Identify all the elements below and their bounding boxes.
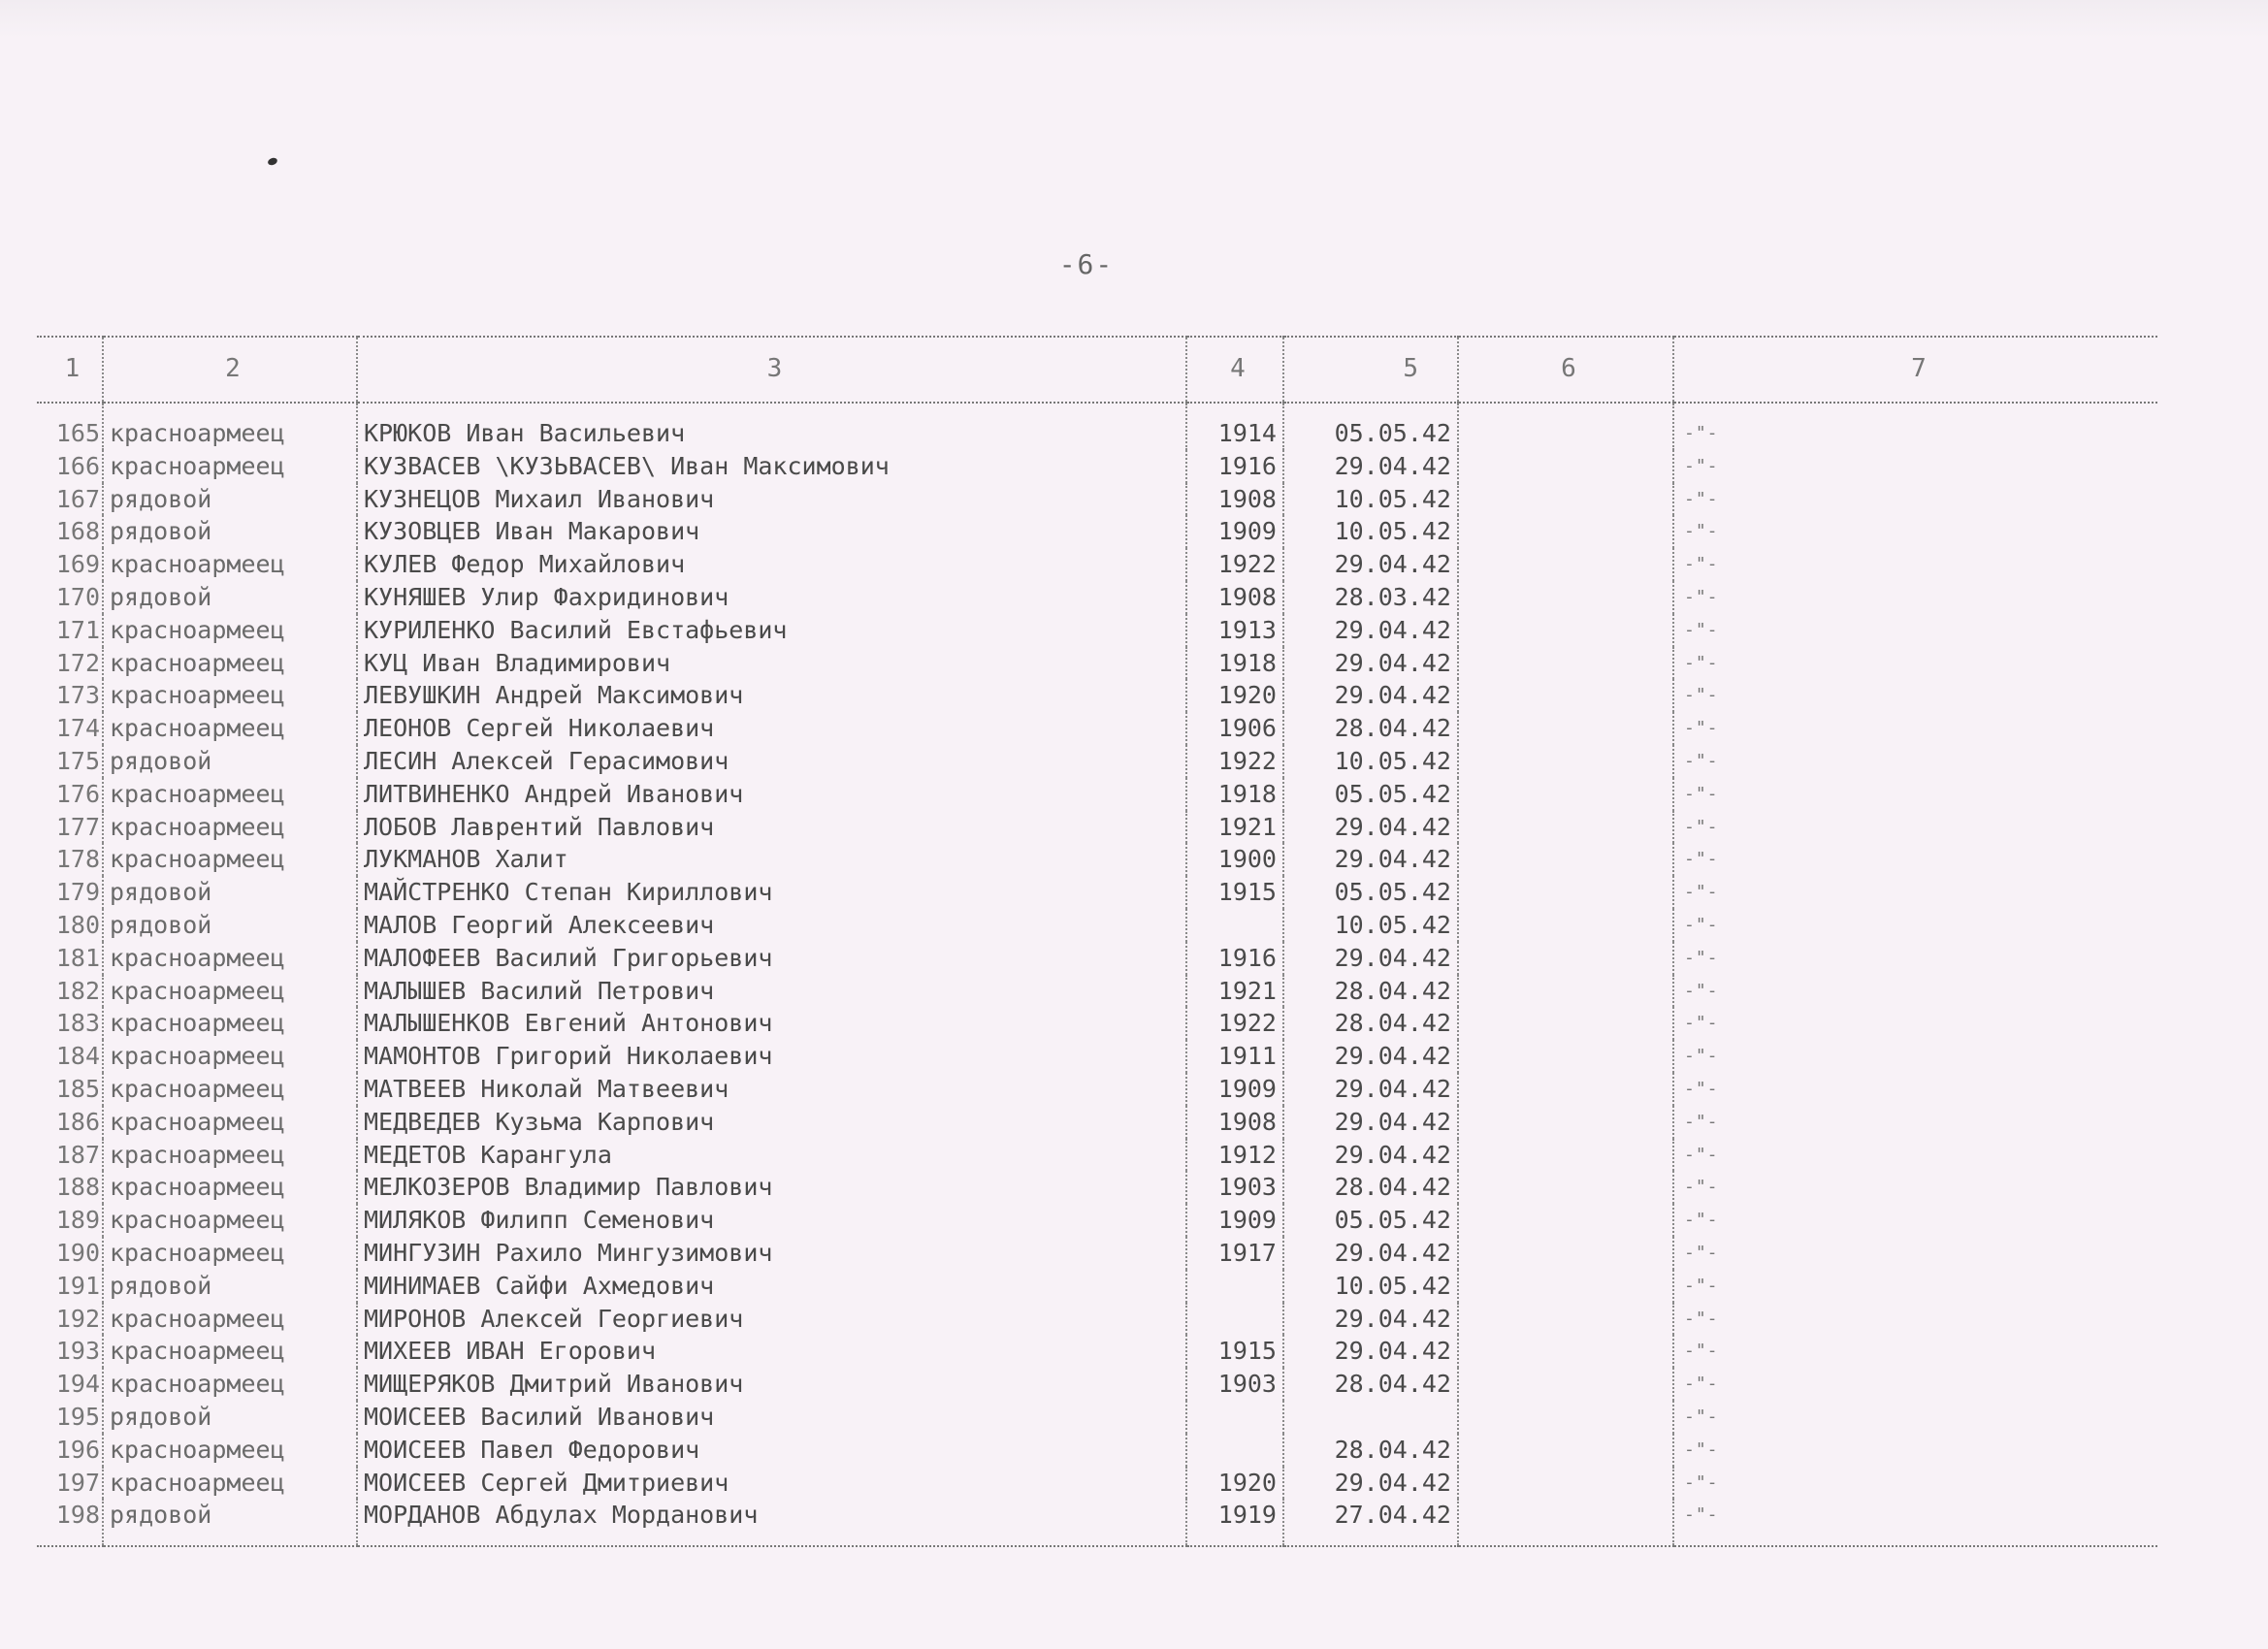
- date-cell: 29.04.42: [1283, 679, 1458, 712]
- rank-cell: красноармеец: [103, 1434, 357, 1467]
- row-number: 190: [55, 1238, 100, 1267]
- row-number: 172: [55, 648, 100, 677]
- rank-cell: красноармеец: [103, 1106, 357, 1139]
- name-cell: МИЛЯКОВ Филипп Семенович: [357, 1204, 1186, 1237]
- column-6-cell: [1458, 1270, 1673, 1303]
- table-row: [37, 876, 2157, 909]
- row-number: 192: [55, 1304, 100, 1333]
- ditto-mark-cell: -"-: [1673, 450, 2157, 483]
- name-cell: ЛЕВУШКИН Андрей Максимович: [357, 679, 1186, 712]
- ditto-mark-cell: -"-: [1673, 843, 2157, 876]
- date-cell: 29.04.42: [1283, 1139, 1458, 1172]
- name-cell: ЛЕСИН Алексей Герасимович: [357, 745, 1186, 778]
- birth-year-cell: [1186, 1303, 1283, 1336]
- column-6-cell: [1458, 811, 1673, 844]
- date-cell: 29.04.42: [1283, 548, 1458, 581]
- date-cell: 29.04.42: [1283, 811, 1458, 844]
- name-cell: МИНИМАЕВ Сайфи Ахмедович: [357, 1270, 1186, 1303]
- ditto-mark-cell: -"-: [1673, 811, 2157, 844]
- table-row: [37, 614, 2157, 647]
- rank-cell: красноармеец: [103, 679, 357, 712]
- rank-cell: красноармеец: [103, 1139, 357, 1172]
- date-cell: 05.05.42: [1283, 403, 1458, 450]
- name-cell: ЛЕОНОВ Сергей Николаевич: [357, 712, 1186, 745]
- column-6-cell: [1458, 614, 1673, 647]
- row-number: 178: [55, 845, 100, 874]
- row-number: 184: [55, 1042, 100, 1071]
- rank-cell: красноармеец: [103, 843, 357, 876]
- column-6-cell: [1458, 1073, 1673, 1106]
- date-cell: 10.05.42: [1283, 515, 1458, 548]
- ditto-mark-cell: -"-: [1673, 581, 2157, 614]
- column-6-cell: [1458, 1401, 1673, 1434]
- column-6-cell: [1458, 1106, 1673, 1139]
- birth-year-cell: 1922: [1186, 1007, 1283, 1040]
- date-cell: [1283, 1401, 1458, 1434]
- ditto-mark-cell: -"-: [1673, 1139, 2157, 1172]
- table-row: [37, 647, 2157, 680]
- rank-cell: красноармеец: [103, 811, 357, 844]
- date-cell: 29.04.42: [1283, 843, 1458, 876]
- birth-year-cell: 1906: [1186, 712, 1283, 745]
- date-cell: 28.04.42: [1283, 1007, 1458, 1040]
- name-cell: МИЩЕРЯКОВ Дмитрий Иванович: [357, 1368, 1186, 1401]
- name-cell: МЕДЕТОВ Карангула: [357, 1139, 1186, 1172]
- birth-year-cell: 1912: [1186, 1139, 1283, 1172]
- column-6-cell: [1458, 942, 1673, 975]
- rank-cell: рядовой: [103, 1401, 357, 1434]
- column-6-cell: [1458, 1303, 1673, 1336]
- register-table: [37, 336, 2157, 1547]
- ditto-mark-cell: -"-: [1673, 483, 2157, 516]
- row-number: 186: [55, 1107, 100, 1136]
- column-header-5: 5: [1283, 337, 1458, 403]
- name-cell: ЛУКМАНОВ Халит: [357, 843, 1186, 876]
- column-header-2: 2: [103, 337, 357, 403]
- name-cell: МЕДВЕДЕВ Кузьма Карпович: [357, 1106, 1186, 1139]
- rank-cell: красноармеец: [103, 403, 357, 450]
- date-cell: 29.04.42: [1283, 1040, 1458, 1073]
- ditto-mark-cell: -"-: [1673, 1368, 2157, 1401]
- birth-year-cell: 1917: [1186, 1237, 1283, 1270]
- ditto-mark-cell: -"-: [1673, 1499, 2157, 1546]
- column-6-cell: [1458, 403, 1673, 450]
- column-6-cell: [1458, 515, 1673, 548]
- ditto-mark-cell: -"-: [1673, 614, 2157, 647]
- ditto-mark-cell: -"-: [1673, 548, 2157, 581]
- row-number: 183: [55, 1009, 100, 1038]
- row-number: 194: [55, 1370, 100, 1399]
- birth-year-cell: 1914: [1186, 403, 1283, 450]
- ditto-mark-cell: -"-: [1673, 1467, 2157, 1500]
- name-cell: МОИСЕЕВ Павел Федорович: [357, 1434, 1186, 1467]
- name-cell: КРЮКОВ Иван Васильевич: [357, 403, 1186, 450]
- table-row: [37, 1171, 2157, 1204]
- row-number: 180: [55, 910, 100, 939]
- column-6-cell: [1458, 745, 1673, 778]
- name-cell: КУЗОВЦЕВ Иван Макарович: [357, 515, 1186, 548]
- header-row: [37, 337, 2157, 403]
- birth-year-cell: 1921: [1186, 975, 1283, 1008]
- birth-year-cell: 1918: [1186, 778, 1283, 811]
- birth-year-cell: [1186, 1401, 1283, 1434]
- ditto-mark-cell: -"-: [1673, 1171, 2157, 1204]
- birth-year-cell: 1908: [1186, 581, 1283, 614]
- column-header-6: 6: [1458, 337, 1673, 403]
- ditto-mark-cell: -"-: [1673, 1303, 2157, 1336]
- column-6-cell: [1458, 1040, 1673, 1073]
- table-row: [37, 778, 2157, 811]
- column-6-cell: [1458, 1467, 1673, 1500]
- birth-year-cell: 1920: [1186, 679, 1283, 712]
- table-row: [37, 679, 2157, 712]
- rank-cell: рядовой: [103, 876, 357, 909]
- table-row: [37, 909, 2157, 942]
- row-number: 179: [55, 878, 100, 907]
- table-row: [37, 403, 2157, 450]
- rank-cell: красноармеец: [103, 614, 357, 647]
- ditto-mark-cell: -"-: [1673, 1237, 2157, 1270]
- ditto-mark-cell: -"-: [1673, 1073, 2157, 1106]
- row-number: 174: [55, 714, 100, 743]
- ditto-mark-cell: -"-: [1673, 975, 2157, 1008]
- ditto-mark-cell: -"-: [1673, 1434, 2157, 1467]
- column-6-cell: [1458, 483, 1673, 516]
- row-number: 176: [55, 779, 100, 808]
- table-row: [37, 1040, 2157, 1073]
- date-cell: 28.04.42: [1283, 975, 1458, 1008]
- table-row: [37, 1106, 2157, 1139]
- date-cell: 29.04.42: [1283, 647, 1458, 680]
- name-cell: КУНЯШЕВ Улир Фахридинович: [357, 581, 1186, 614]
- table-row: [37, 1335, 2157, 1368]
- column-6-cell: [1458, 1237, 1673, 1270]
- birth-year-cell: 1908: [1186, 1106, 1283, 1139]
- ditto-mark-cell: -"-: [1673, 647, 2157, 680]
- row-number: 177: [55, 812, 100, 841]
- date-cell: 29.04.42: [1283, 1467, 1458, 1500]
- column-header-4: 4: [1186, 337, 1283, 403]
- row-number: 189: [55, 1206, 100, 1235]
- date-cell: 05.05.42: [1283, 778, 1458, 811]
- rank-cell: красноармеец: [103, 1368, 357, 1401]
- birth-year-cell: 1920: [1186, 1467, 1283, 1500]
- date-cell: 29.04.42: [1283, 1303, 1458, 1336]
- table-row: [37, 1499, 2157, 1546]
- rank-cell: красноармеец: [103, 942, 357, 975]
- ditto-mark-cell: -"-: [1673, 1204, 2157, 1237]
- birth-year-cell: 1903: [1186, 1368, 1283, 1401]
- column-6-cell: [1458, 1335, 1673, 1368]
- date-cell: 28.04.42: [1283, 712, 1458, 745]
- date-cell: 28.04.42: [1283, 1368, 1458, 1401]
- column-6-cell: [1458, 778, 1673, 811]
- table-row: [37, 1007, 2157, 1040]
- name-cell: МИРОНОВ Алексей Георгиевич: [357, 1303, 1186, 1336]
- date-cell: 29.04.42: [1283, 1106, 1458, 1139]
- ditto-mark-cell: -"-: [1673, 909, 2157, 942]
- name-cell: КУЛЕВ Федор Михайлович: [357, 548, 1186, 581]
- column-header-7: 7: [1673, 337, 2157, 403]
- row-number: 191: [55, 1271, 100, 1300]
- birth-year-cell: [1186, 1434, 1283, 1467]
- column-6-cell: [1458, 548, 1673, 581]
- column-6-cell: [1458, 581, 1673, 614]
- rank-cell: рядовой: [103, 745, 357, 778]
- date-cell: 10.05.42: [1283, 909, 1458, 942]
- date-cell: 29.04.42: [1283, 1335, 1458, 1368]
- table-row: [37, 1303, 2157, 1336]
- column-6-cell: [1458, 1499, 1673, 1546]
- rank-cell: красноармеец: [103, 647, 357, 680]
- name-cell: КУЦ Иван Владимирович: [357, 647, 1186, 680]
- column-6-cell: [1458, 1368, 1673, 1401]
- rank-cell: рядовой: [103, 909, 357, 942]
- name-cell: МАЛОФЕЕВ Василий Григорьевич: [357, 942, 1186, 975]
- rank-cell: красноармеец: [103, 1204, 357, 1237]
- date-cell: 29.04.42: [1283, 614, 1458, 647]
- rank-cell: красноармеец: [103, 1237, 357, 1270]
- row-number: 196: [55, 1435, 100, 1464]
- row-number: 182: [55, 976, 100, 1005]
- column-6-cell: [1458, 450, 1673, 483]
- birth-year-cell: [1186, 1270, 1283, 1303]
- column-header-3: 3: [357, 337, 1186, 403]
- date-cell: 05.05.42: [1283, 1204, 1458, 1237]
- rank-cell: рядовой: [103, 1499, 357, 1546]
- birth-year-cell: 1909: [1186, 515, 1283, 548]
- date-cell: 29.04.42: [1283, 1237, 1458, 1270]
- table-row: [37, 1434, 2157, 1467]
- ditto-mark-cell: -"-: [1673, 745, 2157, 778]
- rank-cell: красноармеец: [103, 1040, 357, 1073]
- table-row: [37, 1368, 2157, 1401]
- birth-year-cell: 1909: [1186, 1073, 1283, 1106]
- birth-year-cell: 1916: [1186, 450, 1283, 483]
- rank-cell: красноармеец: [103, 1171, 357, 1204]
- birth-year-cell: 1922: [1186, 745, 1283, 778]
- table-row: [37, 581, 2157, 614]
- name-cell: МАЛОВ Георгий Алексеевич: [357, 909, 1186, 942]
- birth-year-cell: 1921: [1186, 811, 1283, 844]
- name-cell: МЕЛКОЗЕРОВ Владимир Павлович: [357, 1171, 1186, 1204]
- column-6-cell: [1458, 1139, 1673, 1172]
- birth-year-cell: 1918: [1186, 647, 1283, 680]
- rank-cell: рядовой: [103, 483, 357, 516]
- column-6-cell: [1458, 975, 1673, 1008]
- rank-cell: красноармеец: [103, 548, 357, 581]
- register-body: [37, 403, 2157, 1546]
- birth-year-cell: [1186, 909, 1283, 942]
- row-number: 173: [55, 681, 100, 710]
- row-number: 167: [55, 484, 100, 513]
- row-number: 166: [55, 451, 100, 480]
- column-6-cell: [1458, 876, 1673, 909]
- column-6-cell: [1458, 909, 1673, 942]
- date-cell: 28.03.42: [1283, 581, 1458, 614]
- column-6-cell: [1458, 712, 1673, 745]
- row-number: 188: [55, 1173, 100, 1202]
- birth-year-cell: 1908: [1186, 483, 1283, 516]
- date-cell: 10.05.42: [1283, 1270, 1458, 1303]
- table-row: [37, 1270, 2157, 1303]
- date-cell: 10.05.42: [1283, 483, 1458, 516]
- table-row: [37, 942, 2157, 975]
- page-number: -6-: [1058, 248, 1115, 280]
- name-cell: МИНГУЗИН Рахило Мингузимович: [357, 1237, 1186, 1270]
- ditto-mark-cell: -"-: [1673, 1007, 2157, 1040]
- table-row: [37, 975, 2157, 1008]
- table-row: [37, 843, 2157, 876]
- rank-cell: красноармеец: [103, 712, 357, 745]
- column-6-cell: [1458, 1434, 1673, 1467]
- date-cell: 29.04.42: [1283, 1073, 1458, 1106]
- column-6-cell: [1458, 843, 1673, 876]
- row-number: 195: [55, 1402, 100, 1431]
- ditto-mark-cell: -"-: [1673, 778, 2157, 811]
- table-row: [37, 515, 2157, 548]
- rank-cell: красноармеец: [103, 1467, 357, 1500]
- name-cell: МИХЕЕВ ИВАН Егорович: [357, 1335, 1186, 1368]
- table-row: [37, 1401, 2157, 1434]
- ditto-mark-cell: -"-: [1673, 515, 2157, 548]
- date-cell: 28.04.42: [1283, 1434, 1458, 1467]
- table-row: [37, 811, 2157, 844]
- date-cell: 28.04.42: [1283, 1171, 1458, 1204]
- rank-cell: рядовой: [103, 515, 357, 548]
- name-cell: КУЗНЕЦОВ Михаил Иванович: [357, 483, 1186, 516]
- column-6-cell: [1458, 647, 1673, 680]
- ink-speck: [267, 157, 278, 167]
- birth-year-cell: 1919: [1186, 1499, 1283, 1546]
- row-number: 193: [55, 1337, 100, 1366]
- column-6-cell: [1458, 1007, 1673, 1040]
- ditto-mark-cell: -"-: [1673, 712, 2157, 745]
- row-number: 171: [55, 615, 100, 644]
- table-row: [37, 1073, 2157, 1106]
- date-cell: 29.04.42: [1283, 450, 1458, 483]
- date-cell: 10.05.42: [1283, 745, 1458, 778]
- name-cell: МОИСЕЕВ Сергей Дмитриевич: [357, 1467, 1186, 1500]
- ditto-mark-cell: -"-: [1673, 403, 2157, 450]
- name-cell: МАЛЫШЕВ Василий Петрович: [357, 975, 1186, 1008]
- name-cell: МОРДАНОВ Абдулах Морданович: [357, 1499, 1186, 1546]
- rank-cell: красноармеец: [103, 450, 357, 483]
- table-row: [37, 712, 2157, 745]
- name-cell: МАЙСТРЕНКО Степан Кириллович: [357, 876, 1186, 909]
- name-cell: КУРИЛЕНКО Василий Евстафьевич: [357, 614, 1186, 647]
- row-number: 168: [55, 517, 100, 546]
- birth-year-cell: 1911: [1186, 1040, 1283, 1073]
- ditto-mark-cell: -"-: [1673, 1401, 2157, 1434]
- row-number: 187: [55, 1140, 100, 1169]
- row-number: 181: [55, 943, 100, 972]
- date-cell: 29.04.42: [1283, 942, 1458, 975]
- birth-year-cell: 1915: [1186, 876, 1283, 909]
- column-6-cell: [1458, 1204, 1673, 1237]
- birth-year-cell: 1922: [1186, 548, 1283, 581]
- name-cell: КУЗВАСЕВ \КУЗЬВАСЕВ\ Иван Максимович: [357, 450, 1186, 483]
- table-row: [37, 450, 2157, 483]
- ditto-mark-cell: -"-: [1673, 679, 2157, 712]
- name-cell: МАЛЫШЕНКОВ Евгений Антонович: [357, 1007, 1186, 1040]
- table-row: [37, 1139, 2157, 1172]
- row-number: 170: [55, 582, 100, 611]
- birth-year-cell: 1909: [1186, 1204, 1283, 1237]
- rank-cell: красноармеец: [103, 1335, 357, 1368]
- ditto-mark-cell: -"-: [1673, 1335, 2157, 1368]
- rank-cell: красноармеец: [103, 1303, 357, 1336]
- rank-cell: красноармеец: [103, 975, 357, 1008]
- name-cell: ЛИТВИНЕНКО Андрей Иванович: [357, 778, 1186, 811]
- rank-cell: красноармеец: [103, 778, 357, 811]
- table-row: [37, 1204, 2157, 1237]
- name-cell: МАТВЕЕВ Николай Матвеевич: [357, 1073, 1186, 1106]
- rank-cell: рядовой: [103, 581, 357, 614]
- table-row: [37, 745, 2157, 778]
- row-number: 198: [37, 1499, 103, 1546]
- rank-cell: красноармеец: [103, 1007, 357, 1040]
- ditto-mark-cell: -"-: [1673, 876, 2157, 909]
- rank-cell: красноармеец: [103, 1073, 357, 1106]
- rank-cell: рядовой: [103, 1270, 357, 1303]
- name-cell: МОИСЕЕВ Василий Иванович: [357, 1401, 1186, 1434]
- name-cell: ЛОБОВ Лаврентий Павлович: [357, 811, 1186, 844]
- row-number: 165: [55, 419, 100, 447]
- column-6-cell: [1458, 1171, 1673, 1204]
- table-row: [37, 548, 2157, 581]
- birth-year-cell: 1900: [1186, 843, 1283, 876]
- ditto-mark-cell: -"-: [1673, 942, 2157, 975]
- column-6-cell: [1458, 679, 1673, 712]
- row-number: 169: [55, 550, 100, 579]
- table-row: [37, 1237, 2157, 1270]
- table-row: [37, 483, 2157, 516]
- row-number: 185: [55, 1074, 100, 1103]
- birth-year-cell: 1903: [1186, 1171, 1283, 1204]
- birth-year-cell: 1913: [1186, 614, 1283, 647]
- row-number: 175: [55, 746, 100, 775]
- ditto-mark-cell: -"-: [1673, 1270, 2157, 1303]
- name-cell: МАМОНТОВ Григорий Николаевич: [357, 1040, 1186, 1073]
- column-header-1: 1: [37, 337, 103, 403]
- birth-year-cell: 1916: [1186, 942, 1283, 975]
- date-cell: 05.05.42: [1283, 876, 1458, 909]
- row-number: 197: [55, 1468, 100, 1497]
- birth-year-cell: 1915: [1186, 1335, 1283, 1368]
- ditto-mark-cell: -"-: [1673, 1106, 2157, 1139]
- table-row: [37, 1467, 2157, 1500]
- date-cell: 27.04.42: [1283, 1499, 1458, 1546]
- ditto-mark-cell: -"-: [1673, 1040, 2157, 1073]
